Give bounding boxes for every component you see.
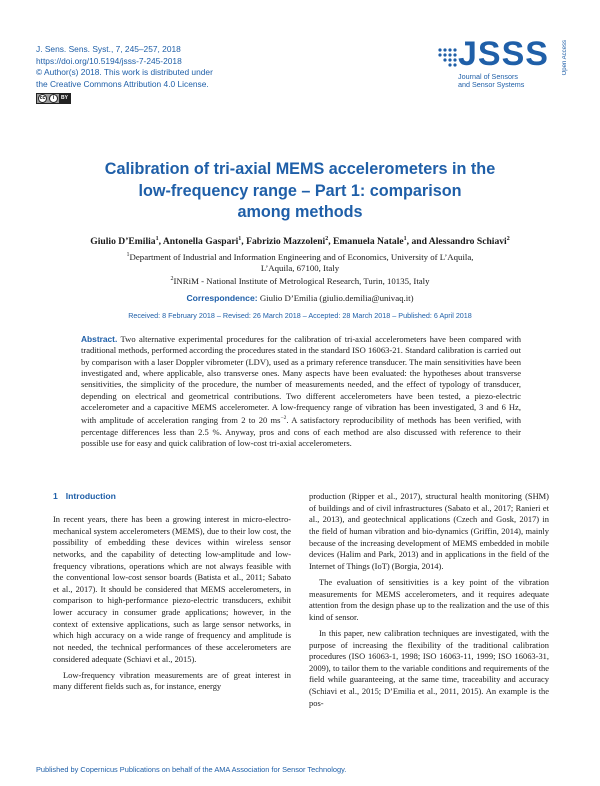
correspondence — [40, 293, 560, 304]
section-title: Introduction — [65, 491, 116, 501]
copyright-line-2: the Creative Commons Attribution 4.0 License. — [36, 78, 209, 89]
body-column-right — [309, 491, 549, 709]
publication-dates: Received: 8 February 2018 – Revised: 26 March 2018 – Accepted: 28 March 2018 – Published: 6 April 2018 — [128, 311, 472, 320]
logo-subtitle-line-2: and Sensor Systems — [458, 80, 525, 90]
logo-dots-icon — [436, 46, 458, 72]
title-line-3: among methods — [237, 203, 363, 221]
copyright-line-1: © Author(s) 2018. This work is distributed under — [36, 67, 213, 78]
affiliation-2: $^2$INRiM - National Institute of Metrological Research, Turin, 10135, Italy — [170, 276, 430, 287]
abstract-text-cont: . A satisfactory reproducibility of methods has been verified, with percentage differences less than 2.5 %. Anyway, pros and cons of each method are also discussed with reference to their possible use for easy and quick calibration of low-cost tri-axial accelerometers. — [81, 415, 521, 448]
correspondence-value[interactable]: Giulio D’Emilia (giulio.demilia@univaq.it) — [259, 293, 414, 303]
paragraph: Low-frequency vibration measurements are of great interest in many different fields such as, for instance, energy — [53, 669, 291, 692]
abstract-superscript: −2 — [280, 415, 287, 422]
author: Emanuela Natale$^1$, and — [333, 236, 429, 248]
abstract — [81, 334, 521, 449]
author: Antonella Gaspari$^1$, — [162, 236, 247, 248]
author: Alessandro Schiavi$^2$ — [428, 236, 510, 248]
affiliation-1: $^1$Department of Industrial and Information Engineering and of Economics, University of L’Aquila, — [126, 251, 474, 262]
logo-subtitle — [458, 73, 524, 89]
affiliation-1-cont: L’Aquila, 67100, Italy — [260, 263, 340, 274]
cc-icon: cc — [39, 95, 46, 102]
paragraph: production (Ripper et al., 2017), structural health monitoring (SHM) of buildings and of civil infrastructures (Sabato et al., 2017; Ranieri et al., 2013), and geotechnical applications (Czech and Gosk, 2017) in the field of human vibration and bio-dynamics (Griffin, 2014), mainly because of the increasing development of MEMS embedded in mobile devices (Halim and Park, 2013) and in applications in the field of the Internet of Things (IoT) (Borgia, 2014). — [309, 491, 549, 571]
open-access-label: Open Access — [562, 40, 568, 76]
citation: J. Sens. Sens. Syst., 7, 245–257, 2018 — [36, 44, 181, 54]
affiliations — [40, 250, 560, 287]
section-heading — [53, 491, 116, 501]
title-line-1: Calibration of tri-axial MEMS accelerometers in the — [104, 160, 496, 178]
paragraph: The evaluation of sensitivities is a key point of the vibration measurements for MEMS accelerometers, and it requires adequate attention from the design phase up to the realization and the use of this kind of sensor. — [309, 576, 549, 622]
abstract-label: Abstract. — [81, 334, 118, 344]
abstract-text: Two alternative experimental procedures for the calibration of tri-axial accelerometers have been compared with traditional methods, performed according the procedures stated in the standard ISO 16063-21. Standard calibration is carried out by comparison with a laser Doppler vibrometer (LDV), used as a primary reference transducer. The main sensitivities have been investigated and, where applicable, also transverse ones. Many aspects have been evaluated: the hypotheses about transverse sensitivities, the simplicity of the procedure, the number of measurements needed, and the effect of typology of transducer, depending on electrical and geometrical contributions. Two different accelerometers have been tested, a piezo-electric accelerometer and a capacitive MEMS accelerometer. A low-frequency range of vibration has been investigated, 3 and 6 Hz, with amplitude of acceleration ranging from 2 to 20 ms — [81, 334, 522, 426]
paper-title — [40, 159, 560, 224]
attribution-icon: i — [49, 94, 58, 103]
body-column-left — [53, 514, 291, 693]
section-number: 1 — [53, 491, 58, 501]
paragraph: In recent years, there has been a growing interest in micro-electro-mechanical system accelerometers (MEMS), due to their low cost, the possibility of embedding these devices within wireless sensor networks, and the capability of detecting low-amplitude and low-frequency vibrations, operations which are not always feasible with the conventional low-cost sensor boards (Batista et al., 2011; Sabato et al., 2017). It should be considered that MEMS accelerometers, in comparison to high-performance piezo-electric transducers, exhibit lower accuracy in consumer grade applications; however, in the context of extensive applications, such as large sensor networks, in which high accuracy on a wide range of frequency and amplitude is not needed, the technical performances of these accelerometers are considered adequate (Schiavi et al., 2015). — [53, 514, 291, 664]
journal-logo[interactable] — [428, 36, 568, 92]
paragraph: In this paper, new calibration techniques are investigated, with the purpose of increasing the flexibility of the traditional calibration procedures (ISO 16063-1, 1998; ISO 16063-11, 1999; ISO 16063-31, 2009), to tailor them to the variable conditions and requirements of the field while guaranteeing, at the same time, traceability and accuracy (Schiavi et al., 2015; D’Emilia et al., 2011, 2015). An example is the pos- — [309, 627, 549, 708]
journal-header — [36, 44, 296, 104]
cc-by-badge[interactable] — [36, 93, 71, 104]
author: Fabrizio Mazzoleni$^2$, — [246, 236, 334, 248]
correspondence-label: Correspondence: — [186, 293, 258, 303]
logo-wordmark: JSSS — [458, 35, 549, 73]
author-list — [40, 233, 560, 248]
publisher-footer: Published by Copernicus Publications on behalf of the AMA Association for Sensor Technology. — [36, 765, 347, 774]
logo-subtitle-line-1: Journal of Sensors — [458, 72, 518, 81]
author: Giulio D’Emilia$^1$, — [90, 236, 163, 248]
title-line-2: low-frequency range – Part 1: comparison — [138, 181, 462, 200]
cc-badge-label: BY — [61, 95, 68, 102]
doi-link[interactable]: https://doi.org/10.5194/jsss-7-245-2018 — [36, 55, 182, 66]
